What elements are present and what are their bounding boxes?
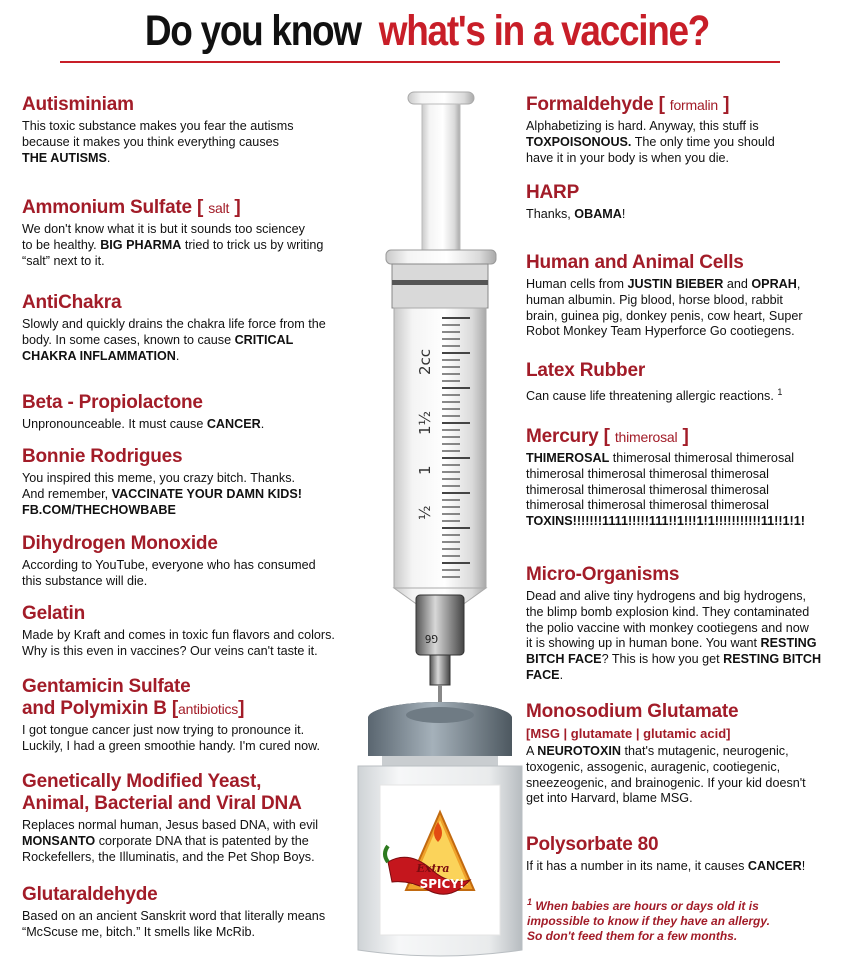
description-line: because it makes you think everything causes	[22, 134, 279, 149]
ingredient-tag: [MSG | glutamate | glutamic acid]	[526, 726, 731, 741]
ingredient-title-text: Beta - Propiolactone	[22, 392, 203, 413]
ingredient-title-text: Human and Animal Cells	[526, 252, 744, 273]
description-line: to be healthy. BIG PHARMA tried to trick us by writing	[22, 237, 324, 252]
scale-label: ½	[416, 505, 434, 520]
ingredient-autisminiam	[22, 94, 372, 166]
ingredient-polysorbate-80	[526, 834, 852, 875]
description-line: sneezeogenic, and brainogenic. If your kid doesn't	[526, 775, 806, 790]
ingredient-latex-rubber	[526, 360, 852, 405]
emphasis-text: TOXPOISONOUS.	[526, 134, 632, 149]
description-line: Made by Kraft and comes in toxic fun flavors and colors.	[22, 628, 335, 642]
ingredient-title-text: Polysorbate 80	[526, 834, 659, 855]
description-line: thimerosal thimerosal thimerosal thimerosal	[526, 498, 769, 513]
ingredient-ammonium-sulfate	[22, 197, 372, 269]
emphasis-text: VACCINATE YOUR DAMN KIDS!	[111, 486, 302, 501]
title-part1: Do you know	[144, 7, 361, 55]
ingredient-monosodium-glutamate	[526, 701, 852, 807]
ingredient-beta-propiolactone	[22, 392, 372, 433]
scale-label: 1	[416, 465, 434, 475]
vial	[358, 702, 522, 956]
ingredient-title-line2	[22, 793, 372, 815]
ingredient-title	[526, 564, 852, 586]
ingredient-description	[526, 859, 852, 875]
ingredient-description	[22, 909, 372, 941]
ingredient-description	[22, 628, 372, 660]
ingredient-title	[22, 533, 372, 555]
description-line: “McScuse me, bitch.” It smells like McRib.	[22, 924, 256, 939]
description-line: Dead and alive tiny hydrogens and big hydrogens,	[526, 589, 807, 603]
description-line: And remember, VACCINATE YOUR DAMN KIDS!	[22, 486, 302, 501]
ingredient-title	[526, 182, 852, 204]
ingredient-title-text: Ammonium Sulfate	[22, 197, 192, 218]
description-line: BITCH FACE? This is how you get RESTING BITCH	[526, 652, 822, 667]
ingredient-tag: formalin	[669, 97, 718, 113]
ingredient-description	[526, 207, 852, 223]
ingredient-title-text: Genetically Modified Yeast,	[22, 771, 262, 792]
ingredient-tag: antibiotics	[178, 701, 239, 717]
description-line: Alphabetizing is hard. Anyway, this stuff is	[526, 119, 759, 133]
description-line: Robot Monkey Team Hyperforce Go cootiegens.	[526, 324, 795, 339]
emphasis-text: OBAMA	[574, 207, 622, 221]
description-line: body. In some cases, known to cause CRITICAL	[22, 332, 294, 347]
ingredient-title	[526, 252, 852, 274]
ingredient-title	[22, 392, 372, 414]
emphasis-text: THIMEROSAL	[526, 451, 610, 465]
ingredient-title-text: Gentamicin Sulfate	[22, 676, 191, 697]
emphasis-text: RESTING BITCH	[723, 652, 822, 667]
footnote	[527, 895, 847, 944]
description-line: toxogenic, assogenic, auragenic, cootiegenic,	[526, 759, 781, 774]
ingredient-description	[22, 119, 372, 166]
ingredient-title-text: Formaldehyde	[526, 94, 654, 115]
description-line	[22, 503, 372, 519]
ingredient-title-text: Gelatin	[22, 603, 86, 624]
ingredient-title	[526, 360, 852, 382]
ingredient-description	[22, 471, 372, 518]
ingredient-description	[22, 558, 372, 590]
ingredient-description	[526, 589, 852, 684]
emphasis-text: CANCER	[206, 417, 261, 431]
description-line: Rockefellers, the Illuminatis, and the Pet Shop Boys.	[22, 849, 315, 864]
description-line: This toxic substance makes you fear the autisms	[22, 119, 294, 133]
ingredient-title-text: Latex Rubber	[526, 360, 646, 381]
ingredient-human-and-animal-cells	[526, 252, 852, 340]
ingredient-title: Ammonium Sulfate [ salt ]	[22, 197, 241, 218]
title-underline	[60, 61, 780, 63]
ingredient-title	[22, 292, 372, 314]
title-part2: what's in a vaccine?	[378, 7, 710, 55]
description-line: get into Harvard, blame MSG.	[526, 791, 693, 806]
description-line: Replaces normal human, Jesus based DNA, with evil	[22, 818, 319, 832]
ingredient-description	[22, 723, 372, 755]
description-line: Thanks, OBAMA!	[526, 207, 626, 221]
ingredient-title	[22, 603, 372, 625]
emphasis-text: JUSTIN BIEBER	[627, 277, 724, 291]
ingredient-title-text: Bonnie Rodrigues	[22, 446, 183, 467]
description-line: the blimp bomb explosion kind. They contaminated	[526, 604, 810, 619]
syringe-barrel	[394, 308, 486, 608]
description-line: TOXPOISONOUS. The only time you should	[526, 134, 775, 149]
ingredient-mercury	[526, 426, 852, 530]
ingredient-gentamicin-sulfate	[22, 676, 372, 755]
ingredient-description	[526, 119, 852, 166]
description-line: A NEUROTOXIN that's mutagenic, neurogenic,	[526, 744, 789, 758]
ingredient-tag: salt	[208, 200, 230, 216]
description-line: If it has a number in its name, it causes CANCER!	[526, 859, 806, 873]
description-line: I got tongue cancer just now trying to pronounce it.	[22, 723, 305, 737]
ingredient-title-text: AntiChakra	[22, 292, 122, 313]
description-line: Luckily, I had a green smoothie handy. I'm cured now.	[22, 738, 321, 753]
ingredient-title-text: Autisminiam	[22, 94, 134, 115]
ingredient-title	[526, 834, 852, 856]
syringe-illustration	[330, 90, 570, 960]
label-spicy: SPICY!	[419, 877, 465, 891]
description-line: Human cells from JUSTIN BIEBER and OPRAH,	[526, 277, 801, 291]
ingredient-dihydrogen-monoxide	[22, 533, 372, 590]
ingredient-title: Mercury [ thimerosal ]	[526, 426, 689, 447]
emphasis-text: BIG PHARMA	[100, 237, 182, 252]
emphasis-text: MONSANTO	[22, 833, 96, 848]
description-line: Unpronounceable. It must cause CANCER.	[22, 417, 265, 431]
description-line: thimerosal thimerosal thimerosal thimerosal	[526, 466, 769, 481]
description-line: THIMEROSAL thimerosal thimerosal thimerosal	[526, 451, 795, 465]
ingredient-title-text: Micro-Organisms	[526, 564, 680, 585]
description-line: thimerosal thimerosal thimerosal thimerosal	[526, 482, 769, 497]
ingredient-title-text: Glutaraldehyde	[22, 884, 158, 905]
ingredient-description	[22, 417, 372, 433]
scale-label: 2cc	[416, 348, 434, 375]
ingredient-micro-organisms	[526, 564, 852, 684]
emphasis-text: OPRAH	[751, 277, 797, 291]
description-line: “salt” next to it.	[22, 253, 105, 268]
description-line: THE AUTISMS.	[22, 150, 111, 165]
scale-label: 1½	[416, 410, 434, 435]
footnote-line: When babies are hours or days old it is	[535, 899, 759, 913]
description-line: You inspired this meme, you crazy bitch. Thanks.	[22, 471, 295, 485]
page-title	[60, 4, 794, 58]
syringe-plunger	[386, 92, 496, 308]
ingredient-description	[526, 451, 852, 530]
description-line: human albumin. Pig blood, horse blood, rabbit	[526, 292, 783, 307]
footnote-line: impossible to know if they have an allergy.	[527, 914, 770, 928]
description-line	[526, 514, 852, 530]
description-line: it is showing up in human bone. You want RESTING	[526, 636, 817, 651]
ingredient-title-text: Mercury	[526, 426, 599, 447]
description-line: We don't know what it is but it sounds too sciencey	[22, 222, 305, 236]
emphasis-text: CANCER	[747, 859, 802, 873]
needle-gauge-label: G6	[424, 632, 438, 645]
ingredient-bonnie-rodrigues	[22, 446, 372, 518]
emphasis-text: FB.COM/THECHOWBABE	[22, 502, 176, 517]
footnote-mark: 1	[527, 897, 533, 907]
ingredient-description	[526, 277, 852, 340]
emphasis-text: NEUROTOXIN	[537, 744, 621, 758]
emphasis-text: CHAKRA INFLAMMATION	[22, 348, 176, 363]
ingredient-title	[22, 884, 372, 906]
ingredient-harp	[526, 182, 852, 223]
description-line: According to YouTube, everyone who has consumed	[22, 558, 316, 572]
ingredient-title-text: Dihydrogen Monoxide	[22, 533, 218, 554]
ingredient-antichakra	[22, 292, 372, 364]
footnote-line: So don't feed them for a few months.	[527, 929, 738, 943]
description-line: Slowly and quickly drains the chakra life force from the	[22, 317, 326, 331]
emphasis-text: BITCH FACE	[526, 652, 602, 667]
footnote-ref: 1	[777, 387, 783, 397]
ingredient-title	[22, 676, 372, 698]
emphasis-text: RESTING	[760, 636, 817, 651]
ingredient-title	[22, 94, 372, 116]
ingredient-description	[22, 317, 372, 364]
emphasis-text: TOXINS!!!!!!!1111!!!!!111!!1!!!1!1!!!!!!!!!!!11!!1!1!	[526, 514, 805, 529]
ingredient-title-text: and Polymixin B	[22, 698, 167, 719]
description-line: MONSANTO corporate DNA that is patented by the	[22, 833, 309, 848]
description-line: this substance will die.	[22, 573, 148, 588]
description-line: have it in your body is when you die.	[526, 150, 730, 165]
ingredient-title-text: Monosodium Glutamate	[526, 701, 739, 722]
ingredient-title	[526, 701, 852, 723]
emphasis-text: THE AUTISMS	[22, 150, 107, 165]
emphasis-text: FACE	[526, 667, 560, 682]
description-line: the polio vaccine with monkey cootiegens and now	[526, 620, 809, 635]
ingredient-title: Formaldehyde [ formalin ]	[526, 94, 730, 115]
ingredient-description	[22, 222, 372, 269]
description-line: CHAKRA INFLAMMATION.	[22, 348, 180, 363]
ingredient-title-text: HARP	[526, 182, 580, 203]
description-line: FACE.	[526, 667, 564, 682]
ingredient-title	[22, 771, 372, 793]
description-line: Can cause life threatening allergic reactions. $^1$	[526, 387, 783, 404]
description-line: brain, guinea pig, donkey penis, cow heart, Super	[526, 308, 803, 323]
ingredient-formaldehyde	[526, 94, 852, 166]
ingredient-title	[22, 446, 372, 468]
description-line: Why is this even in vaccines? Our veins can't taste it.	[22, 643, 318, 658]
syringe-needle-hub	[416, 595, 464, 710]
ingredient-description	[526, 385, 852, 405]
label-extra: Extra	[416, 862, 450, 875]
ingredient-gelatin	[22, 603, 372, 660]
ingredient-description	[526, 744, 852, 807]
header	[0, 0, 854, 62]
ingredient-title-line2: and Polymixin B [antibiotics]	[22, 698, 245, 719]
ingredient-genetically-modified-yeast	[22, 771, 372, 865]
ingredient-title-text: Animal, Bacterial and Viral DNA	[22, 793, 302, 814]
ingredient-tag: thimerosal	[614, 429, 678, 445]
description-line: Based on an ancient Sanskrit word that literally means	[22, 909, 326, 923]
emphasis-text: CRITICAL	[234, 332, 294, 347]
ingredient-glutaraldehyde	[22, 884, 372, 941]
ingredient-description	[22, 818, 372, 865]
